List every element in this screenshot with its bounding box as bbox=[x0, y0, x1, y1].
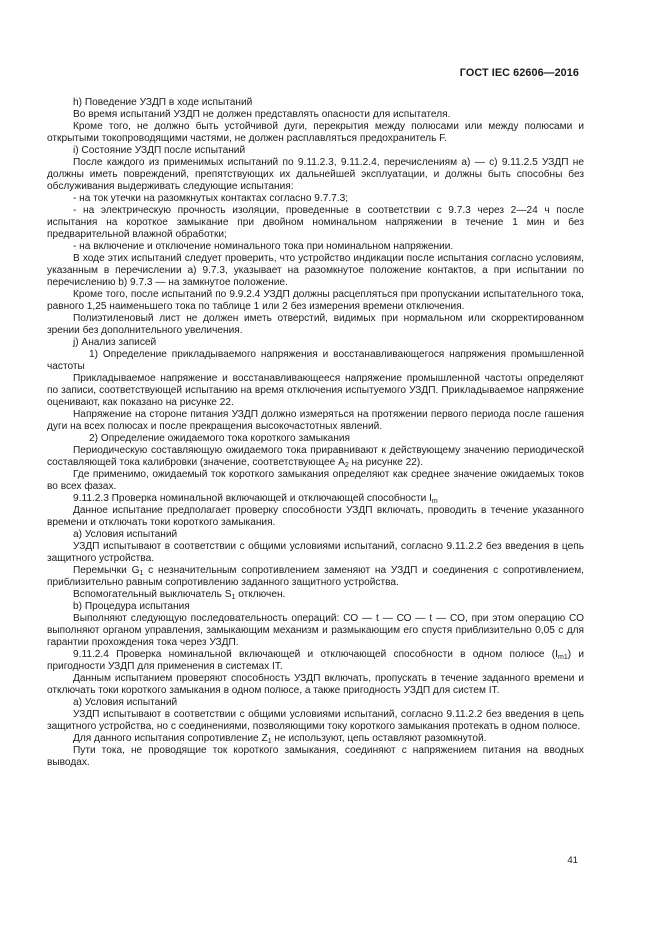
text-run: отключен. bbox=[235, 589, 286, 600]
page-body bbox=[47, 97, 584, 769]
text-run: Для данного испытания сопротивление Z bbox=[73, 733, 268, 744]
paragraph: Полиэтиленовый лист не должен иметь отверстий, видимых при нормальном или скорректированном зрении без дополнительного увеличения. bbox=[47, 313, 584, 336]
subscript: 2 bbox=[344, 462, 349, 469]
paragraph: Кроме того, не должно быть устойчивой дуги, перекрытия между полюсами или между полюсами и открытыми токопроводящими частями, не должен расплавляться предохранитель F. bbox=[47, 121, 584, 144]
paragraph: 1) Определение прикладываемого напряжения и восстанавливающегося напряжения промышленной частоты bbox=[47, 349, 584, 372]
paragraph bbox=[47, 445, 584, 469]
paragraph: Во время испытаний УЗДП не должен представлять опасности для испытателя. bbox=[73, 109, 451, 120]
paragraph: h) Поведение УЗДП в ходе испытаний bbox=[73, 97, 253, 108]
paragraph bbox=[47, 589, 584, 601]
paragraph: 2) Определение ожидаемого тока короткого замыкания bbox=[89, 433, 350, 444]
subscript: m1 bbox=[558, 654, 568, 661]
paragraph: Данным испытанием проверяют способность УЗДП включать, пропускать в течение заданного времени и отключать токи короткого замыкания в одном полюсе, а также пригодность УЗДП для систем IT. bbox=[47, 673, 584, 696]
page-number: 41 bbox=[567, 855, 578, 866]
list-item: - на ток утечки на разомкнутых контактах согласно 9.7.7.3; bbox=[73, 193, 349, 204]
subscript: 1 bbox=[231, 594, 236, 601]
paragraph: УЗДП испытывают в соответствии с общими условиями испытаний, согласно 9.11.2.2 без введения в цепь защитного устройства. bbox=[47, 541, 584, 564]
paragraph: Данное испытание предполагает проверку способности УЗДП включать, проводить в течение указанного времени и отключать токи короткого замыкания. bbox=[47, 505, 584, 528]
text-run: ) и пригодности УЗДП для применения в системах IT. bbox=[47, 649, 585, 672]
paragraph: а) Условия испытаний bbox=[73, 697, 178, 708]
paragraph: Выполняют следующую последовательность операций: СО — t — СО — t — СО, при этом операцию СО выполняют органом управления, замыкающим механизм и размыкающим его спустя приблизительно 0,05 с для гарантии прохождения тока через УЗДП. bbox=[47, 613, 584, 648]
paragraph: Прикладываемое напряжение и восстанавливающееся напряжение промышленной частоты определяют по записи, соответствующей испытанию на время отключения испытуемого УЗДП. Прикладываемое напряжение оценивают, как показано на рисунке 22. bbox=[47, 373, 584, 408]
subscript: 1 bbox=[267, 738, 272, 745]
text-run: не используют, цепь оставляют разомкнутой. bbox=[271, 733, 487, 744]
paragraph: После каждого из применимых испытаний по 9.11.2.3, 9.11.2.4, перечислениям а) — с) 9.11.2.5 УЗДП не должны иметь повреждений, препятствующих их дальнейшей эксплуатации, и должны быть способны без обслуживания выдерживать следующие испытания: bbox=[47, 157, 584, 192]
text-run: Периодическую составляющую ожидаемого тока приравнивают к действующему значению периодической составляющей тока калибровки (значение, соответствующее A bbox=[47, 445, 584, 468]
paragraph: Где применимо, ожидаемый ток короткого замыкания определяют как среднее значение ожидаемых токов во всех фазах. bbox=[47, 469, 584, 492]
paragraph: Кроме того, после испытаний по 9.9.2.4 УЗДП должны расцепляться при пропускании испытательного тока, равного 1,25 наименьшего тока по таблице 1 или 2 без измерения времени отключения. bbox=[47, 289, 584, 312]
text-run: 9.11.2.3 Проверка номинальной включающей и отключающей способности I bbox=[73, 493, 432, 504]
text-run: 9.11.2.4 Проверка номинальной включающей и отключающей способности в одном полюсе (I bbox=[73, 649, 558, 660]
paragraph: УЗДП испытывают в соответствии с общими условиями испытаний, согласно 9.11.2.2 без введения в цепь защитного устройства, но с соединениями, позволяющими току короткого замыкания протекать в одном полюсе. bbox=[47, 709, 584, 732]
subscript: 1 bbox=[139, 570, 144, 577]
subscript: m bbox=[431, 498, 438, 505]
paragraph: b) Процедура испытания bbox=[73, 601, 190, 612]
clause-heading bbox=[47, 649, 584, 673]
paragraph: а) Условия испытаний bbox=[73, 529, 178, 540]
text-run: Перемычки G bbox=[73, 565, 140, 576]
paragraph: j) Анализ записей bbox=[73, 337, 157, 348]
list-item: - на электрическую прочность изоляции, проведенные в соответствии с 9.7.3 через 2—24 ч после испытания на короткое замыкание при двойном номинальном напряжении в течение 1 мин и без предварительной влажной обработки; bbox=[47, 205, 584, 240]
page-header-title: ГОСТ IEC 62606—2016 bbox=[459, 67, 579, 79]
paragraph bbox=[47, 565, 584, 589]
text-run: Вспомогательный выключатель S bbox=[73, 589, 232, 600]
paragraph: i) Состояние УЗДП после испытаний bbox=[73, 145, 246, 156]
paragraph: Напряжение на стороне питания УЗДП должно измеряться на протяжении первого периода после гашения дуги на всех полюсах и после прекращения высокочастотных явлений. bbox=[47, 409, 584, 432]
text-run: с незначительным сопротивлением заменяют на УЗДП и соединения с сопротивлением, приблизительно равным сопротивлению заданного защитного устройства. bbox=[47, 565, 584, 588]
paragraph: Пути тока, не проводящие ток короткого замыкания, соединяют с напряжением питания на вводных выводах. bbox=[47, 745, 584, 768]
clause-heading bbox=[47, 493, 584, 505]
list-item: - на включение и отключение номинального тока при номинальном напряжении. bbox=[73, 241, 454, 252]
paragraph: В ходе этих испытаний следует проверить, что устройство индикации после испытания согласно условиям, указанным в перечислении а) 9.7.3, указывает на разомкнутое положение контактов, а при испытании по перечислению b) 9.7.3 — на замкнутое положение. bbox=[47, 253, 584, 288]
text-run: на рисунке 22). bbox=[348, 457, 424, 468]
paragraph bbox=[47, 733, 584, 745]
